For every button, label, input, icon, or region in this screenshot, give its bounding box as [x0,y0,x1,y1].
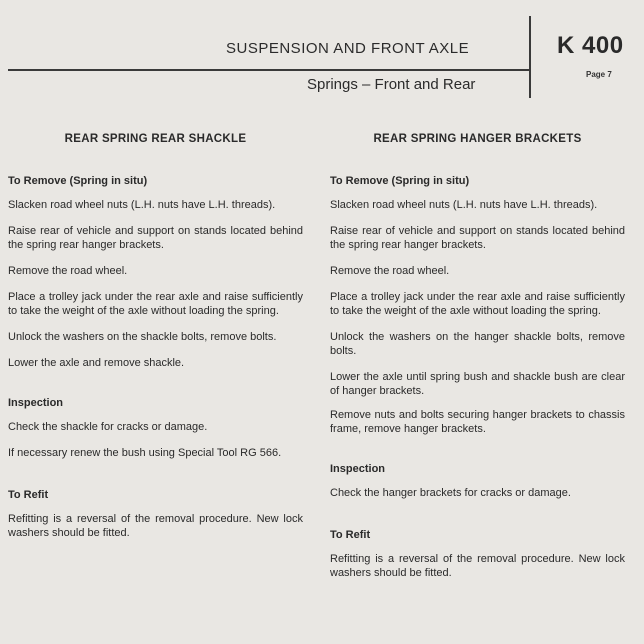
header-rule [8,69,530,71]
right-remove-step: Place a trolley jack under the rear axle and raise sufficiently to take the weight of the axle without loading the spring. [330,291,625,317]
left-inspection-step: Check the shackle for cracks or damage. [8,421,208,433]
right-refit-heading: To Refit [330,529,371,541]
left-column-title: REAR SPRING REAR SHACKLE [64,133,247,145]
right-remove-step: Slacken road wheel nuts (L.H. nuts have L.H. threads). [330,199,598,211]
left-inspection-heading: Inspection [8,397,64,409]
right-remove-step: Unlock the washers on the hanger shackle bolts, remove bolts. [330,331,625,357]
right-remove-step: Remove nuts and bolts securing hanger brackets to chassis frame, remove hanger brackets. [330,409,625,435]
left-remove-step: Unlock the washers on the shackle bolts, remove bolts. [8,331,277,343]
left-refit-text: Refitting is a reversal of the removal procedure. New lock washers should be fitted. [8,513,303,539]
left-remove-heading: To Remove (Spring in situ) [8,175,148,187]
left-remove-step: Slacken road wheel nuts (L.H. nuts have L.H. threads). [8,199,276,211]
left-refit-heading: To Refit [8,489,49,501]
right-remove-step: Raise rear of vehicle and support on stands located behind the spring rear hanger brackets. [330,225,625,251]
right-inspection-heading: Inspection [330,463,386,475]
right-refit-text: Refitting is a reversal of the removal procedure. New lock washers should be fitted. [330,553,625,579]
left-remove-step: Raise rear of vehicle and support on stands located behind the spring rear hanger brackets. [8,225,303,251]
section-title: SUSPENSION AND FRONT AXLE [226,40,470,57]
left-column [8,132,303,552]
left-remove-step: Remove the road wheel. [8,265,128,277]
left-inspection-step: If necessary renew the bush using Special Tool RG 566. [8,447,282,459]
section-subtitle: Springs – Front and Rear [307,76,476,93]
right-remove-heading: To Remove (Spring in situ) [330,175,470,187]
right-remove-step: Remove the road wheel. [330,265,450,277]
right-column-title: REAR SPRING HANGER BRACKETS [373,133,582,145]
page-number: Page 7 [586,70,612,79]
right-column [330,132,625,592]
model-code: K 400 [557,32,624,59]
left-remove-step: Lower the axle and remove shackle. [8,357,185,369]
left-remove-step: Place a trolley jack under the rear axle and raise sufficiently to take the weight of the axle without loading the spring. [8,291,303,317]
right-remove-step: Lower the axle until spring bush and shackle bush are clear of hanger brackets. [330,371,625,397]
right-inspection-step: Check the hanger brackets for cracks or damage. [330,487,571,499]
header-divider [529,16,531,98]
